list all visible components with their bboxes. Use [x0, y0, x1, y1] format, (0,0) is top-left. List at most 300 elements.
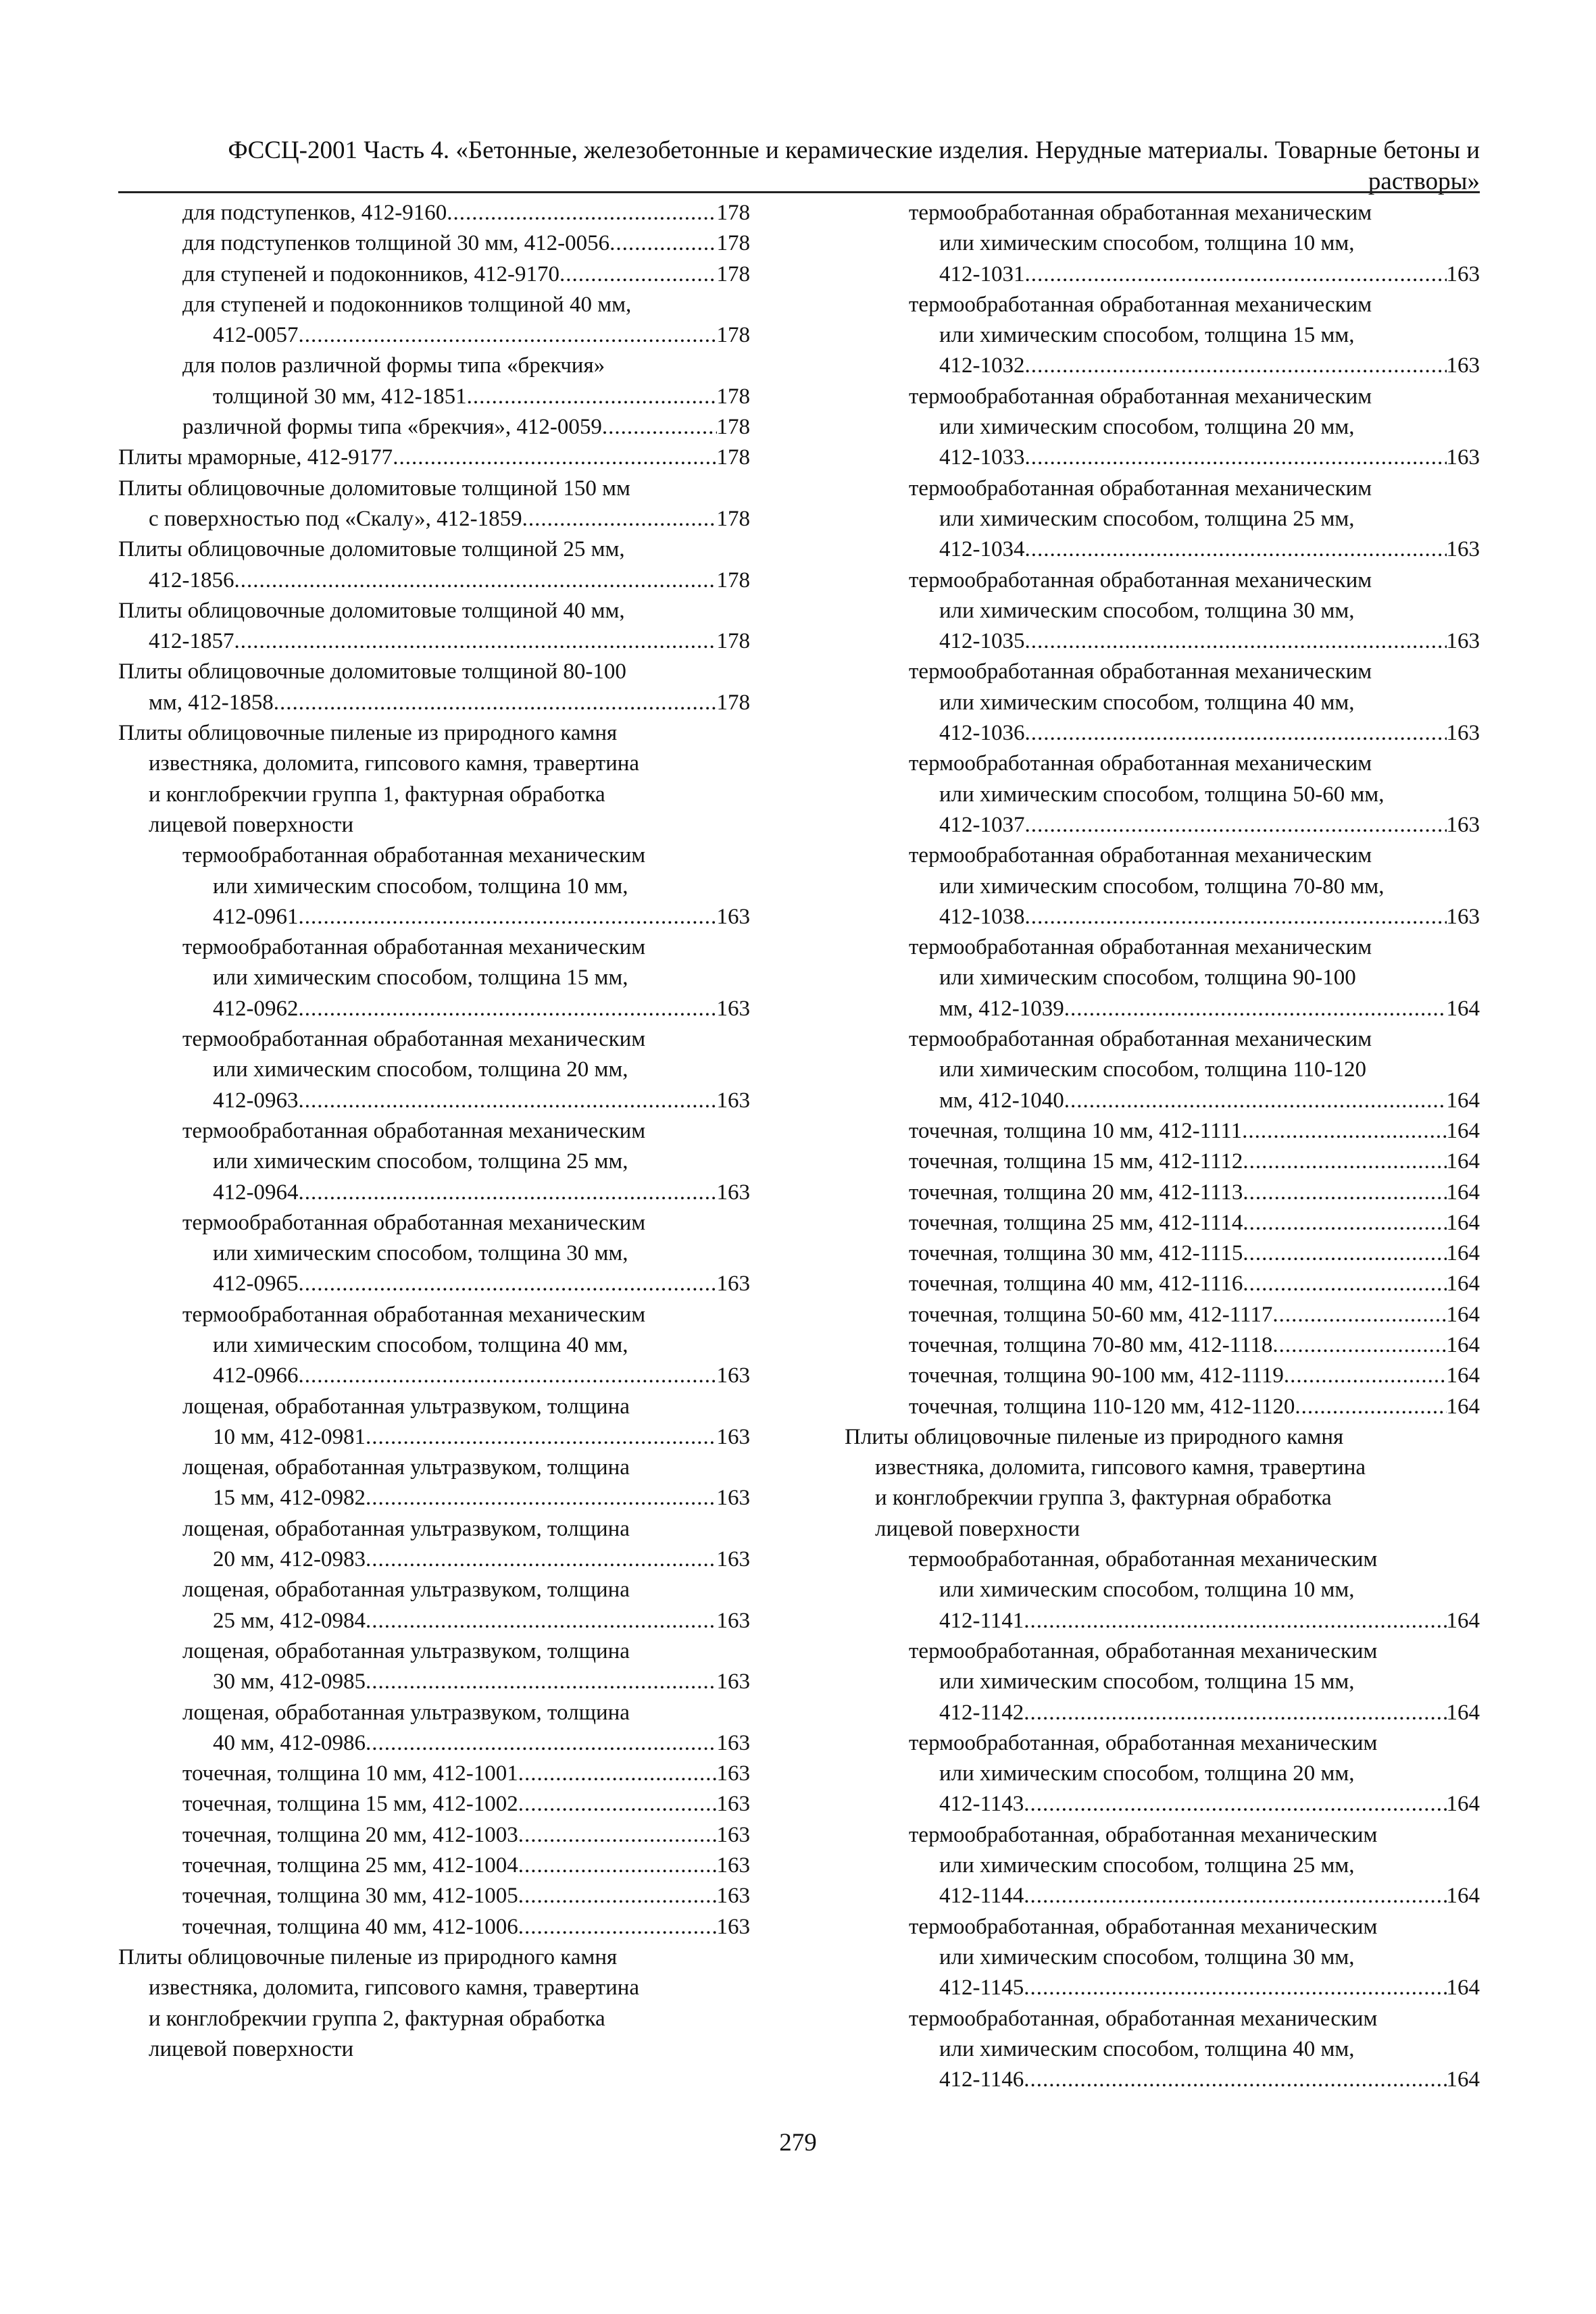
dot-leader — [299, 1178, 717, 1208]
entry-text: Плиты облицовочные пиленые из природного камня — [118, 1944, 618, 1969]
dot-leader — [518, 1912, 717, 1942]
entry-text-line — [118, 1942, 750, 1973]
entry-text: или химическим способом, толщина 70-80 мм, — [939, 874, 1385, 899]
entry-leader-line — [909, 902, 1480, 932]
dot-leader — [518, 1820, 717, 1851]
entry-code: 412-0057 — [213, 323, 299, 348]
dot-leader — [518, 1881, 717, 1911]
index-entry — [118, 840, 750, 932]
entry-text: термообработанная, обработанная механическим — [909, 2006, 1378, 2031]
dot-leader — [1024, 1973, 1446, 2003]
entry-text-line — [909, 198, 1480, 228]
entry-code: 412-1035 — [939, 629, 1025, 654]
entry-text-line — [909, 1636, 1480, 1667]
entry-text-line — [909, 1912, 1480, 1942]
entry-text: или химическим способом, толщина 15 мм, — [939, 323, 1355, 348]
entry-text-line — [118, 780, 750, 810]
header-line-1: ФССЦ-2001 Часть 4. «Бетонные, железобетонные и керамические изделия. Нерудные материалы. Товарные бетоны и — [228, 136, 1480, 164]
entry-text-line — [118, 657, 750, 687]
dot-leader — [299, 1086, 717, 1116]
entry-code: точечная, толщина 30 мм, 412-1005 — [182, 1884, 518, 1909]
index-entry — [118, 228, 750, 259]
entry-page-ref: 164 — [1446, 1608, 1480, 1633]
entry-code: 10 мм, 412-0981 — [213, 1424, 366, 1449]
entry-text-line — [182, 1330, 750, 1361]
entry-text: известняка, доломита, гипсового камня, травертина — [149, 1976, 640, 2001]
entry-page-ref: 164 — [1446, 1272, 1480, 1297]
index-entry — [845, 1330, 1480, 1361]
entry-code: 412-1038 — [939, 904, 1025, 929]
entry-text-line — [909, 228, 1480, 259]
entry-text-line — [182, 1453, 750, 1483]
dot-leader — [609, 228, 716, 259]
entry-text-line — [182, 1116, 750, 1147]
entry-leader-line — [909, 810, 1480, 840]
entry-code: 412-1036 — [939, 721, 1025, 746]
entry-code: 412-1031 — [939, 261, 1025, 286]
entry-page-ref: 164 — [1446, 1700, 1480, 1725]
entry-leader-line — [182, 1086, 750, 1116]
index-entry — [845, 1178, 1480, 1208]
index-entry — [845, 840, 1480, 932]
entry-leader-line — [909, 1147, 1480, 1177]
dot-leader — [299, 994, 717, 1024]
dot-leader — [274, 688, 717, 718]
index-entry — [118, 259, 750, 290]
dot-leader — [1024, 1606, 1446, 1636]
entry-code: точечная, толщина 25 мм, 412-1004 — [182, 1853, 518, 1878]
entry-code: 412-0961 — [213, 904, 299, 929]
entry-page-ref: 163 — [1446, 629, 1480, 654]
entry-text: термообработанная, обработанная механическим — [909, 1730, 1378, 1755]
index-entry — [118, 1453, 750, 1514]
entry-text-line — [909, 1667, 1480, 1697]
index-entry — [845, 1024, 1480, 1116]
entry-text: термообработанная обработанная механическим — [909, 201, 1372, 225]
entry-leader-line — [909, 351, 1480, 381]
entry-text-line — [909, 1544, 1480, 1575]
entry-text: термообработанная, обработанная механическим — [909, 1638, 1378, 1663]
entry-leader-line — [909, 2065, 1480, 2095]
entry-page-ref: 178 — [716, 506, 750, 531]
index-entry — [118, 718, 750, 840]
entry-leader-line — [182, 320, 750, 351]
dot-leader — [1025, 351, 1447, 381]
dot-leader — [1025, 626, 1447, 657]
index-entry — [118, 198, 750, 228]
entry-leader-line — [909, 1330, 1480, 1361]
entry-page-ref: 164 — [1446, 1118, 1480, 1143]
entry-leader-line — [182, 1544, 750, 1575]
dot-leader — [1243, 1178, 1446, 1208]
entry-page-ref: 164 — [1446, 1149, 1480, 1174]
entry-code: мм, 412-1858 — [149, 690, 274, 715]
entry-text: термообработанная обработанная механическим — [182, 1118, 646, 1143]
index-entry — [845, 1147, 1480, 1177]
index-entry — [118, 1208, 750, 1300]
header-line-2: растворы» — [1368, 168, 1480, 195]
entry-page-ref: 163 — [716, 1363, 750, 1388]
entry-code: 412-1141 — [939, 1608, 1024, 1633]
entry-leader-line — [909, 1178, 1480, 1208]
entry-code: 412-0964 — [213, 1180, 299, 1205]
entry-text: известняка, доломита, гипсового камня, травертина — [149, 751, 640, 776]
index-entry — [845, 1820, 1480, 1912]
entry-code: мм, 412-1039 — [939, 996, 1064, 1021]
entry-text: Плиты облицовочные доломитовые толщиной 40 мм, — [118, 598, 625, 623]
dot-leader — [559, 259, 716, 290]
entry-code: точечная, толщина 15 мм, 412-1002 — [182, 1792, 518, 1817]
entry-text-line — [909, 596, 1480, 626]
entry-text-line — [118, 474, 750, 504]
entry-text-line — [909, 872, 1480, 902]
dot-leader — [522, 504, 717, 534]
entry-page-ref: 163 — [1446, 721, 1480, 746]
dot-leader — [366, 1667, 716, 1697]
entry-text-line — [182, 1392, 750, 1422]
entry-page-ref: 163 — [1446, 812, 1480, 837]
index-entry — [845, 1238, 1480, 1269]
entry-text: термообработанная обработанная механическим — [182, 1210, 646, 1235]
entry-text: термообработанная обработанная механическим — [909, 568, 1372, 593]
entry-text-line — [909, 1055, 1480, 1085]
entry-text-line — [909, 504, 1480, 534]
entry-text-line — [845, 1483, 1480, 1513]
entry-text: термообработанная обработанная механическим — [909, 384, 1372, 409]
entry-text: Плиты облицовочные доломитовые толщиной 150 мм — [118, 476, 630, 501]
index-entry — [118, 351, 750, 412]
entry-text-line — [909, 1851, 1480, 1881]
entry-text-line — [182, 1514, 750, 1544]
entry-code: точечная, толщина 30 мм, 412-1115 — [909, 1241, 1243, 1266]
entry-leader-line — [909, 534, 1480, 565]
entry-text: лощеная, обработанная ультразвуком, толщина — [182, 1578, 630, 1603]
entry-text: для полов различной формы типа «брекчия» — [182, 353, 605, 378]
entry-code: толщиной 30 мм, 412-1851 — [213, 384, 467, 409]
entry-code: с поверхностью под «Скалу», 412-1859 — [149, 506, 522, 531]
dot-leader — [1025, 810, 1447, 840]
entry-page-ref: 163 — [1446, 904, 1480, 929]
dot-leader — [366, 1606, 716, 1636]
entry-text-line — [909, 1759, 1480, 1789]
entry-page-ref: 163 — [716, 1761, 750, 1786]
index-entry — [118, 1575, 750, 1636]
index-entry — [845, 1116, 1480, 1147]
entry-leader-line — [182, 1667, 750, 1697]
entry-page-ref: 164 — [1446, 996, 1480, 1021]
entry-text-line — [909, 1575, 1480, 1605]
dot-leader — [1272, 1330, 1446, 1361]
entry-page-ref: 178 — [716, 201, 750, 225]
entry-code: 40 мм, 412-0986 — [213, 1730, 366, 1755]
entry-text: или химическим способом, толщина 10 мм, — [939, 231, 1355, 256]
entry-code: 30 мм, 412-0985 — [213, 1669, 366, 1694]
index-entry — [118, 1392, 750, 1453]
entry-code: точечная, толщина 110-120 мм, 412-1120 — [909, 1394, 1295, 1419]
entry-text: для ступеней и подоконников толщиной 40 мм, — [182, 292, 632, 317]
entry-text: Плиты облицовочные доломитовые толщиной 25 мм, — [118, 537, 625, 562]
entry-leader-line — [182, 412, 750, 443]
entry-text: или химическим способом, толщина 30 мм, — [939, 1944, 1355, 1969]
entry-leader-line — [182, 1361, 750, 1391]
dot-leader — [234, 565, 717, 596]
entry-code: 412-1142 — [939, 1700, 1024, 1725]
entry-text: термообработанная обработанная механическим — [909, 476, 1372, 501]
dot-leader — [1025, 718, 1447, 749]
entry-page-ref: 163 — [716, 996, 750, 1021]
entry-text: лощеная, обработанная ультразвуком, толщина — [182, 1638, 630, 1663]
entry-leader-line — [182, 1759, 750, 1789]
index-entry — [118, 1116, 750, 1208]
entry-text: термообработанная обработанная механическим — [909, 751, 1372, 776]
entry-page-ref: 163 — [716, 1272, 750, 1297]
entry-page-ref: 178 — [716, 445, 750, 470]
entry-text-line — [909, 2034, 1480, 2065]
entry-text-line — [909, 932, 1480, 963]
dot-leader — [1064, 994, 1447, 1024]
entry-text: Плиты облицовочные пиленые из природного камня — [118, 721, 618, 746]
entry-text: или химическим способом, толщина 20 мм, — [213, 1057, 628, 1082]
entry-code: Плиты мраморные, 412-9177 — [118, 445, 393, 470]
entry-page-ref: 163 — [716, 904, 750, 929]
entry-text-line — [909, 840, 1480, 871]
entry-page-ref: 163 — [716, 1914, 750, 1939]
index-entry — [845, 382, 1480, 474]
index-entry — [118, 443, 750, 473]
entry-text-line — [182, 1636, 750, 1667]
entry-text-line — [909, 2004, 1480, 2034]
entry-text: или химическим способом, толщина 10 мм, — [213, 874, 628, 899]
index-entry — [118, 657, 750, 718]
entry-text-line — [909, 749, 1480, 779]
dot-leader — [1024, 2065, 1446, 2095]
entry-text-line — [118, 596, 750, 626]
entry-text-line — [909, 1728, 1480, 1759]
entry-leader-line — [118, 504, 750, 534]
entry-leader-line — [182, 1606, 750, 1636]
entry-leader-line — [909, 1269, 1480, 1299]
dot-leader — [1284, 1361, 1447, 1391]
dot-leader — [299, 320, 717, 351]
dot-leader — [1272, 1300, 1446, 1330]
dot-leader — [518, 1759, 717, 1789]
entry-text: и конглобрекчии группа 3, фактурная обработка — [875, 1486, 1332, 1511]
index-entry — [118, 1024, 750, 1116]
entry-text-line — [909, 565, 1480, 596]
entry-code: 25 мм, 412-0984 — [213, 1608, 366, 1633]
entry-page-ref: 164 — [1446, 1363, 1480, 1388]
entry-text-line — [182, 290, 750, 320]
entry-code: мм, 412-1040 — [939, 1088, 1064, 1113]
entry-text: или химическим способом, толщина 15 мм, — [213, 965, 628, 990]
entry-leader-line — [909, 1116, 1480, 1147]
entry-leader-line — [182, 1483, 750, 1513]
entry-text-line — [909, 290, 1480, 320]
entry-page-ref: 164 — [1446, 1792, 1480, 1817]
index-entry — [845, 290, 1480, 382]
dot-leader — [1025, 443, 1447, 473]
dot-leader — [234, 626, 717, 657]
entry-text-line — [118, 810, 750, 840]
entry-text-line — [909, 963, 1480, 993]
entry-code: 412-1144 — [939, 1884, 1024, 1909]
entry-text: Плиты облицовочные пиленые из природного камня — [845, 1424, 1344, 1449]
dot-leader — [299, 1269, 717, 1299]
entry-code: 412-1032 — [939, 353, 1025, 378]
entry-text-line — [182, 872, 750, 902]
entry-leader-line — [909, 1698, 1480, 1728]
dot-leader — [1024, 1789, 1446, 1819]
entry-code: для подступенков, 412-9160 — [182, 201, 447, 225]
entry-text: термообработанная обработанная механическим — [909, 843, 1372, 868]
entry-text-line — [118, 534, 750, 565]
entry-text: термообработанная обработанная механическим — [182, 843, 646, 868]
entry-text: или химическим способом, толщина 50-60 мм, — [939, 782, 1385, 807]
entry-leader-line — [182, 259, 750, 290]
entry-code: точечная, толщина 25 мм, 412-1114 — [909, 1210, 1243, 1235]
entry-text: или химическим способом, толщина 40 мм, — [939, 2036, 1355, 2061]
index-entry — [118, 1300, 750, 1392]
entry-page-ref: 163 — [716, 1088, 750, 1113]
index-entry — [845, 1361, 1480, 1391]
index-entry — [118, 1759, 750, 1789]
entry-code: 412-0966 — [213, 1363, 299, 1388]
entry-page-ref: 164 — [1446, 1976, 1480, 2001]
entry-leader-line — [118, 443, 750, 473]
entry-page-ref: 164 — [1446, 1241, 1480, 1266]
dot-leader — [299, 1361, 717, 1391]
entry-text: лощеная, обработанная ультразвуком, толщина — [182, 1455, 630, 1480]
entry-leader-line — [118, 688, 750, 718]
index-entry — [845, 1728, 1480, 1820]
entry-page-ref: 163 — [1446, 353, 1480, 378]
entry-code: 412-1146 — [939, 2067, 1024, 2092]
index-entry — [118, 1820, 750, 1851]
index-entry — [845, 1300, 1480, 1330]
entry-text-line — [845, 1453, 1480, 1483]
dot-leader — [1243, 1269, 1446, 1299]
entry-text-line — [182, 1698, 750, 1728]
entry-text: или химическим способом, толщина 10 мм, — [939, 1578, 1355, 1603]
entry-text-line — [118, 2034, 750, 2065]
index-entry — [845, 749, 1480, 840]
entry-leader-line — [909, 1789, 1480, 1819]
entry-leader-line — [182, 228, 750, 259]
dot-leader — [366, 1422, 716, 1453]
entry-page-ref: 163 — [716, 1822, 750, 1847]
index-entry — [845, 474, 1480, 565]
index-entry — [118, 1912, 750, 1942]
entry-text: лицевой поверхности — [149, 2036, 354, 2061]
dot-leader — [1243, 1147, 1446, 1177]
index-entry — [845, 1392, 1480, 1422]
entry-leader-line — [909, 1881, 1480, 1911]
entry-text-line — [182, 1024, 750, 1055]
entry-text: известняка, доломита, гипсового камня, травертина — [875, 1455, 1366, 1480]
index-entry — [845, 198, 1480, 290]
entry-text: лицевой поверхности — [875, 1516, 1080, 1541]
entry-text-line — [182, 1238, 750, 1269]
entry-text-line — [909, 382, 1480, 412]
entry-text: или химическим способом, толщина 30 мм, — [939, 598, 1355, 623]
entry-text: или химическим способом, толщина 110-120 — [939, 1057, 1367, 1082]
entry-text: или химическим способом, толщина 40 мм, — [939, 690, 1355, 715]
entry-text: термообработанная, обработанная механическим — [909, 1914, 1378, 1939]
dot-leader — [1064, 1086, 1447, 1116]
entry-text-line — [118, 749, 750, 779]
entry-page-ref: 163 — [716, 1180, 750, 1205]
dot-leader — [467, 382, 717, 412]
entry-page-ref: 163 — [1446, 261, 1480, 286]
index-entry — [845, 1544, 1480, 1636]
entry-leader-line — [118, 565, 750, 596]
entry-text: или химическим способом, толщина 20 мм, — [939, 1761, 1355, 1786]
entry-code: 412-1034 — [939, 537, 1025, 562]
entry-leader-line — [909, 1300, 1480, 1330]
entry-leader-line — [909, 1208, 1480, 1238]
entry-text: или химическим способом, толщина 25 мм, — [213, 1149, 628, 1174]
page-number: 279 — [779, 2129, 817, 2157]
index-entry — [845, 1269, 1480, 1299]
entry-leader-line — [182, 1178, 750, 1208]
entry-code: точечная, толщина 20 мм, 412-1003 — [182, 1822, 518, 1847]
dot-leader — [518, 1789, 717, 1819]
entry-text-line — [182, 1575, 750, 1605]
entry-page-ref: 178 — [716, 629, 750, 654]
entry-text-line — [182, 963, 750, 993]
entry-page-ref: 163 — [716, 1884, 750, 1909]
entry-code: точечная, толщина 10 мм, 412-1111 — [909, 1118, 1243, 1143]
header-rule — [118, 191, 1480, 193]
entry-page-ref: 164 — [1446, 1088, 1480, 1113]
entry-text-line — [118, 1973, 750, 2003]
index-entry — [118, 1789, 750, 1819]
entry-leader-line — [909, 718, 1480, 749]
entry-text-line — [845, 1514, 1480, 1544]
entry-text-line — [845, 1422, 1480, 1453]
dot-leader — [1025, 902, 1447, 932]
entry-leader-line — [118, 626, 750, 657]
index-entry — [845, 932, 1480, 1024]
entry-text: или химическим способом, толщина 20 мм, — [939, 415, 1355, 440]
dot-leader — [366, 1544, 716, 1575]
entry-text: или химическим способом, толщина 15 мм, — [939, 1669, 1355, 1694]
index-entry — [118, 1636, 750, 1698]
entry-text: лощеная, обработанная ультразвуком, толщина — [182, 1516, 630, 1541]
entry-text: термообработанная обработанная механическим — [909, 659, 1372, 684]
entry-text-line — [118, 2004, 750, 2034]
index-entry — [118, 596, 750, 657]
entry-code: 412-1033 — [939, 445, 1025, 470]
entry-leader-line — [909, 443, 1480, 473]
dot-leader — [1295, 1392, 1446, 1422]
entry-text: термообработанная обработанная механическим — [182, 935, 646, 960]
entry-leader-line — [909, 1361, 1480, 1391]
entry-text-line — [182, 1300, 750, 1330]
entry-leader-line — [182, 902, 750, 932]
entry-code: 412-1857 — [149, 629, 234, 654]
entry-page-ref: 163 — [716, 1486, 750, 1511]
entry-text-line — [182, 840, 750, 871]
entry-code: 412-0962 — [213, 996, 299, 1021]
index-entry — [118, 1698, 750, 1759]
entry-page-ref: 164 — [1446, 1394, 1480, 1419]
index-entry — [845, 2004, 1480, 2096]
entry-leader-line — [909, 1238, 1480, 1269]
entry-text: или химическим способом, толщина 90-100 — [939, 965, 1356, 990]
index-column-left — [118, 198, 750, 2065]
entry-text-line — [182, 932, 750, 963]
